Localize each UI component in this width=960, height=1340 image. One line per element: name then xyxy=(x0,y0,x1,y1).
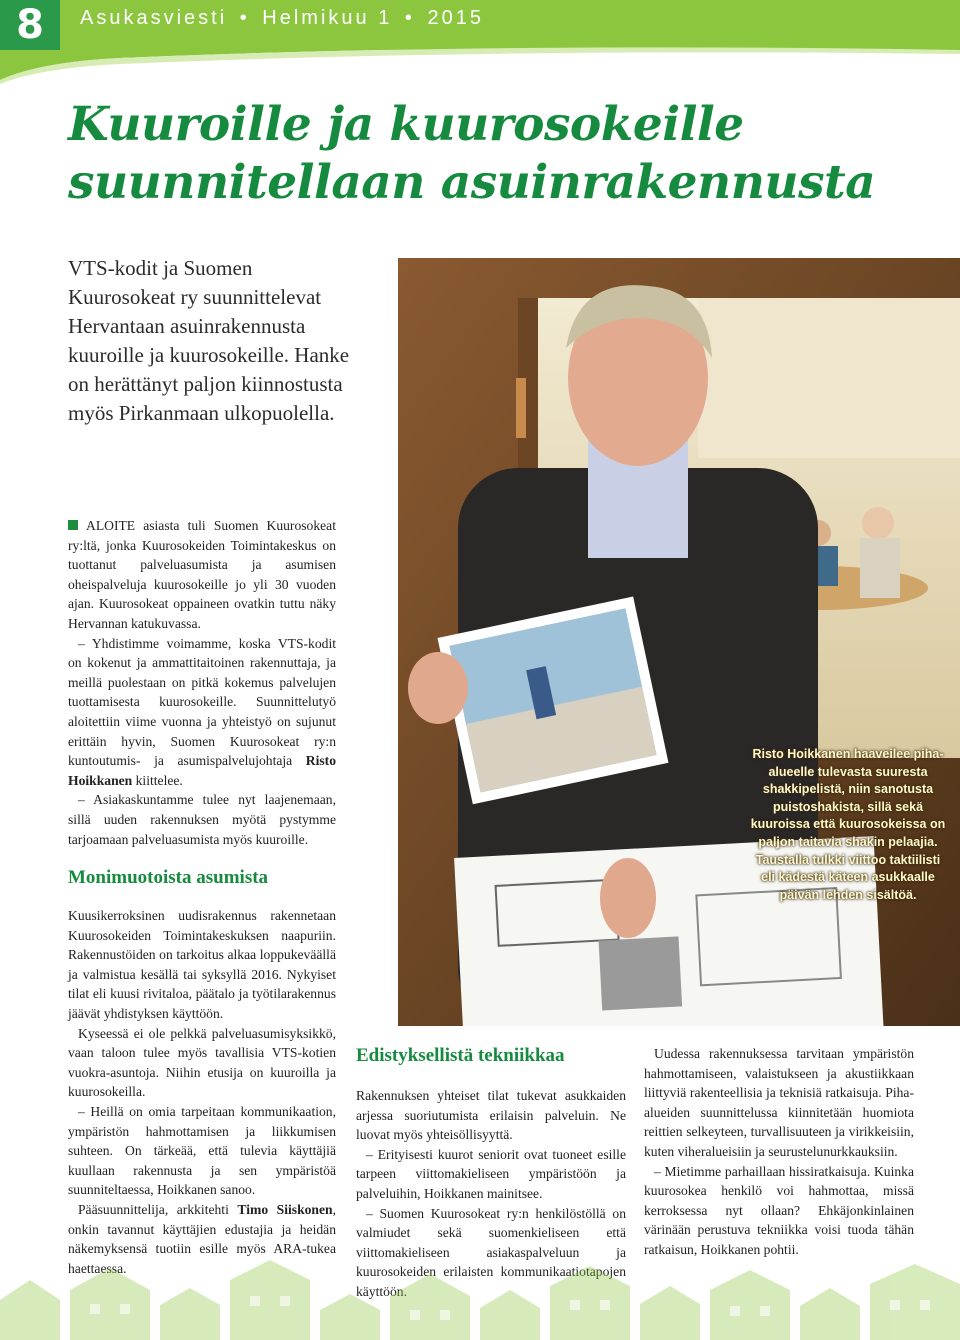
paragraph-4: Kuusikerroksinen uudisrakennus rakennetaan Kuurosokeiden Toimintakeskuksen naapuriin. Rakennustöiden on tarkoitus alkaa loppukeväällä ja valmistua kesällä tai syksyllä 2016. Nykyiset tilat eli kuusi rivitaloa, päätalo ja työtilarakennus jäävät yhdistyksen käyttöön. xyxy=(68,908,336,1021)
publication-line: Asukasviesti • Helmikuu 1 • 2015 xyxy=(80,7,484,29)
article-column-1-lower xyxy=(68,906,336,1278)
photo-caption: Risto Hoikkanen haaveilee piha-alueelle tulevasta suuresta shakkipelistä, niin sanotusta puistoshakista, sillä sekä kuuroissa että kuurosokeissa on paljon taitavia shakin pelaajia. Taustalla tulkki viittoo taktiilisti eli kädestä käteen asukkaalle päivän lehden sisältöä. xyxy=(750,747,946,902)
paragraph-1 xyxy=(68,516,336,634)
paragraph-2 xyxy=(68,634,336,791)
issue-label: Helmikuu 1 xyxy=(262,7,393,29)
paragraph-9: – Erityisesti kuurot seniorit ovat tuoneet esille tarpeen viittomakieliseen ympäristöön ja palveluihin, Hoikkanen mainitsee. xyxy=(356,1146,626,1201)
person-name: Risto Hoikkanen xyxy=(68,753,337,788)
headline-line-2: suunnitellaan asuinrakennusta xyxy=(68,155,876,210)
subheading-monimuotoista: Monimuotoista asumista xyxy=(68,867,269,888)
headline-line-1: Kuuroille ja kuurosokeille xyxy=(68,97,744,152)
paragraph-7-end: , onkin tavannut käyttäjien edustajia ja heidän näkemyksensä tuotiin esille myös ARA-tukea haettaessa. xyxy=(68,1201,336,1276)
article-column-1 xyxy=(68,516,336,849)
paragraph-11: Uudessa rakennuksessa tarvitaan ympäristön hahmottamiseen, valaistukseen ja akustiikkaan liittyviä rakenteellisia ja teknisiä ratkaisuja. Piha-alueiden suunnittelussa kiinnitetään huomiota reittien selkeyteen, turvallisuuteen ja virikkeisiin, kuten viheralueisiin ja seurustelunurkkauksiin. xyxy=(644,1046,914,1159)
architect-name: Timo Siiskonen xyxy=(237,1201,333,1217)
subheading-edistyksellista: Edistyksellistä tekniikkaa xyxy=(356,1045,565,1066)
header-wave-decoration xyxy=(0,44,960,84)
paragraph-5: Kyseessä ei ole pelkkä palveluasumisyksikkö, vaan taloon tulee myös tavallisia VTS-kotien vuokra-asuntoja. Niihin etusija on kuuroilla ja kuurosokeilla. xyxy=(68,1025,336,1100)
paragraph-1-text: ALOITE asiasta tuli Suomen Kuurosokeat ry:ltä, jonka Kuurosokeiden Toimintakeskus on tuottanut palveluasumista ja asumisen oheispalveluja kuurosokeille jo yli 30 vuoden ajan. Kuurosokeat oppaineen ovatkin tuttu näky Hervannan katukuvassa. xyxy=(68,518,336,631)
paragraph-2-text: – Yhdistimme voimamme, koska VTS-kodit on kokenut ja ammattitaitoinen rakennuttaja, ja meillä puolestaan on pitkä kokemus palvelujen tuottamisesta kuurosokeille. Suunnittelutyö aloitettiin viime vuonna ja yhteistyö on sujunut erittäin hyvin, Suomen Kuurosokeat ry:n kuntoutumis- ja asumispalvelujohtaja xyxy=(68,635,336,769)
section-marker-icon xyxy=(68,520,78,530)
paragraph-6: – Heillä on omia tarpeitaan kommunikaation, ympäristön hahmottamisen ja liikkumisen suhteen. On tärkeää, että tulevia käyttäjiä kuullaan rakennusta ja sen ympäristöä suunniteltaessa, Hoikkanen sanoo. xyxy=(68,1103,336,1198)
paragraph-2-end: kiittelee. xyxy=(135,772,183,788)
article-lead: VTS-kodit ja Suomen Kuurosokeat ry suunnittelevat Hervantaan asuinrakennusta kuuroille ja kuurosokeille. Hanke on herättänyt paljon kiinnostusta myös Pirkanmaan ulkopuolella. xyxy=(68,256,350,425)
paragraph-7-text: Pääsuunnittelija, arkkitehti xyxy=(78,1201,229,1217)
page-number: 8 xyxy=(0,0,60,50)
issue-year: 2015 xyxy=(427,7,484,29)
article-headline xyxy=(68,96,948,212)
paragraph-8: Rakennuksen yhteiset tilat tukevat asukkaiden arjessa suoriutumista erilaisin palveluin. Ne luovat myös yhteisöllisyyttä. xyxy=(356,1088,626,1143)
article-photo xyxy=(398,258,960,1026)
paragraph-3: – Asiakaskuntamme tulee nyt laajenemaan, sillä uuden rakennuksen myötä pystymme tarjoamaan palveluasumista myös kuuroille. xyxy=(68,792,336,847)
article-column-3 xyxy=(644,1044,914,1260)
publication-name: Asukasviesti xyxy=(80,7,228,29)
paragraph-10: – Suomen Kuurosokeat ry:n henkilöstöllä on valmiudet sekä suomenkieliseen että viittomakieliseen asiakaspalveluun ja kuurosokeiden erilaisten kommunikaatiotapojen käyttöön. xyxy=(356,1205,626,1299)
houses-decoration xyxy=(0,1260,960,1340)
paragraph-12: – Mietimme parhaillaan hissiratkaisuja. Kuinka kuurosokea henkilö voi hahmottaa, missä kerroksessa nyt ollaan? Ehkäjonkinlainen värinään perustuva tekniikka voisi tuoda tähän ratkaisun, Hoikkanen pohtii. xyxy=(644,1163,914,1257)
